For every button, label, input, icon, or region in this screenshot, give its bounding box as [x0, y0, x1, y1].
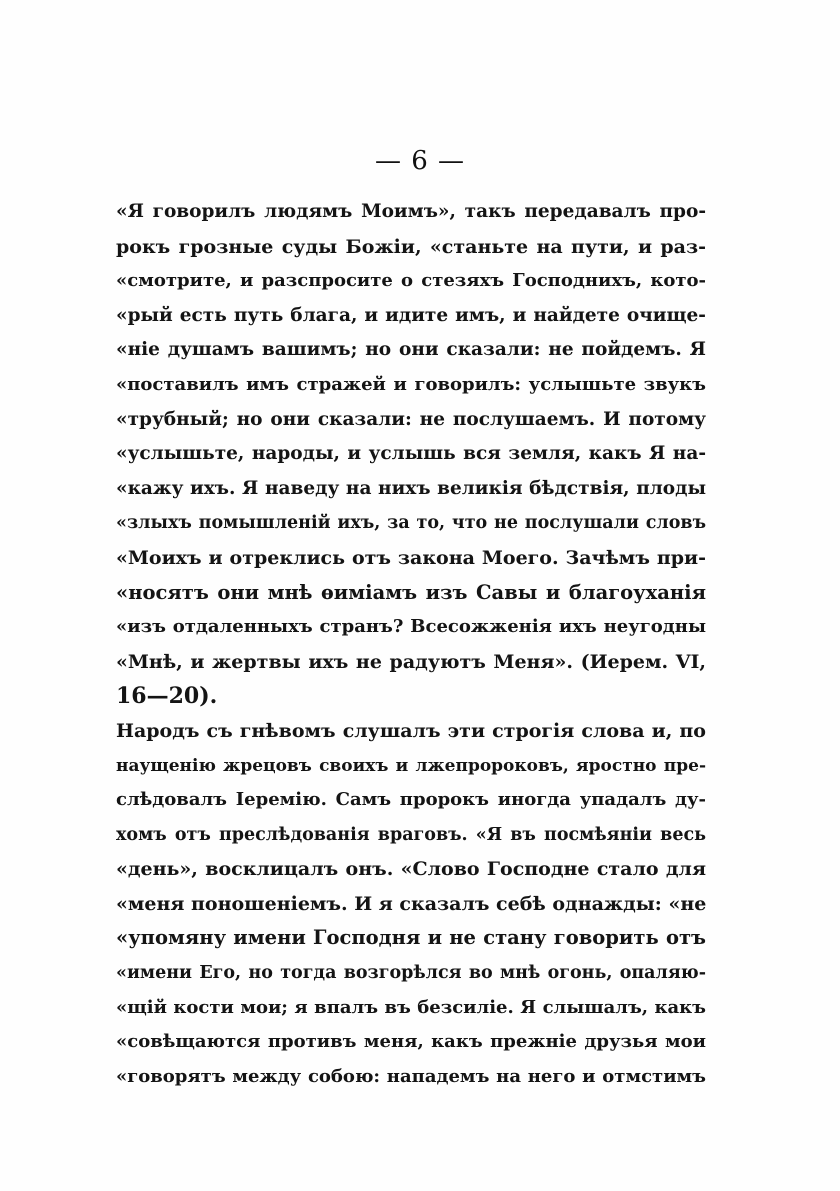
- text-line: «говорятъ между собою: нападемъ на него и отмстимъ: [116, 1065, 706, 1087]
- text-line: «трубный; но они сказали: не послушаемъ. И потому: [116, 408, 706, 430]
- text-line: наущенію жрецовъ своихъ и лжепророковъ, яростно пре-: [116, 755, 706, 776]
- text-line: 16—20).: [116, 683, 218, 710]
- text-line: «ніе душамъ вашимъ; но они сказали: не пойдемъ. Я: [116, 339, 706, 361]
- text-line: «злыхъ помышленій ихъ, за то, что не послушали словъ: [116, 513, 706, 534]
- text-line: «услышьте, народы, и услышь вся земля, какъ Я на-: [116, 443, 706, 465]
- text-line: слѣдовалъ Іеремію. Самъ пророкъ иногда упадалъ ду-: [116, 789, 706, 811]
- text-line: «день», восклицалъ онъ. «Слово Господне стало для: [116, 858, 706, 881]
- text-line: рокъ грозные суды Божіи, «станьте на пути, и раз-: [116, 235, 706, 258]
- text-line: «имени Его, но тогда возгорѣлся во мнѣ огонь, опаляю-: [116, 963, 706, 984]
- page-number: — 6 —: [374, 146, 466, 176]
- text-line: хомъ отъ преслѣдованія враговъ. «Я въ посмѣяніи весь: [116, 824, 706, 845]
- text-line: «щій кости мои; я впалъ въ безсиліе. Я слышалъ, какъ: [116, 996, 706, 1018]
- text-line: Народъ съ гнѣвомъ слушалъ эти строгія слова и, по: [116, 719, 706, 742]
- text-line: «рый есть путь блага, и идите имъ, и найдете очище-: [116, 304, 706, 326]
- text-line: «совѣщаются противъ меня, какъ прежніе друзья мои: [116, 1031, 706, 1053]
- text-line: «изъ отдаленныхъ странъ? Всесожженія ихъ неугодны: [116, 616, 706, 638]
- text-line: «кажу ихъ. Я наведу на нихъ великія бѣдствія, плоды: [116, 477, 706, 499]
- text-line: «Я говорилъ людямъ Моимъ», такъ передавалъ про-: [116, 201, 706, 222]
- text-line: «меня поношеніемъ. И я сказалъ себѣ однажды: «не: [116, 892, 707, 915]
- text-line: «смотрите, и разспросите о стезяхъ Господнихъ, кото-: [116, 270, 706, 292]
- text-line: «Мнѣ, и жертвы ихъ не радуютъ Меня». (Иерем. VI,: [116, 650, 706, 673]
- paragraph-2: [116, 714, 706, 1095]
- text-line: «носятъ они мнѣ ѳиміамъ изъ Савы и благоуханія: [116, 580, 706, 604]
- text-line: «Моихъ и отреклись отъ закона Моего. Зачѣмъ при-: [116, 546, 706, 569]
- body-text: [116, 195, 706, 1094]
- text-line: «упомяну имени Господня и не стану говорить отъ: [116, 926, 706, 950]
- text-line: «поставилъ имъ стражей и говорилъ: услышьте звукъ: [116, 373, 706, 395]
- paragraph-1: [116, 195, 706, 714]
